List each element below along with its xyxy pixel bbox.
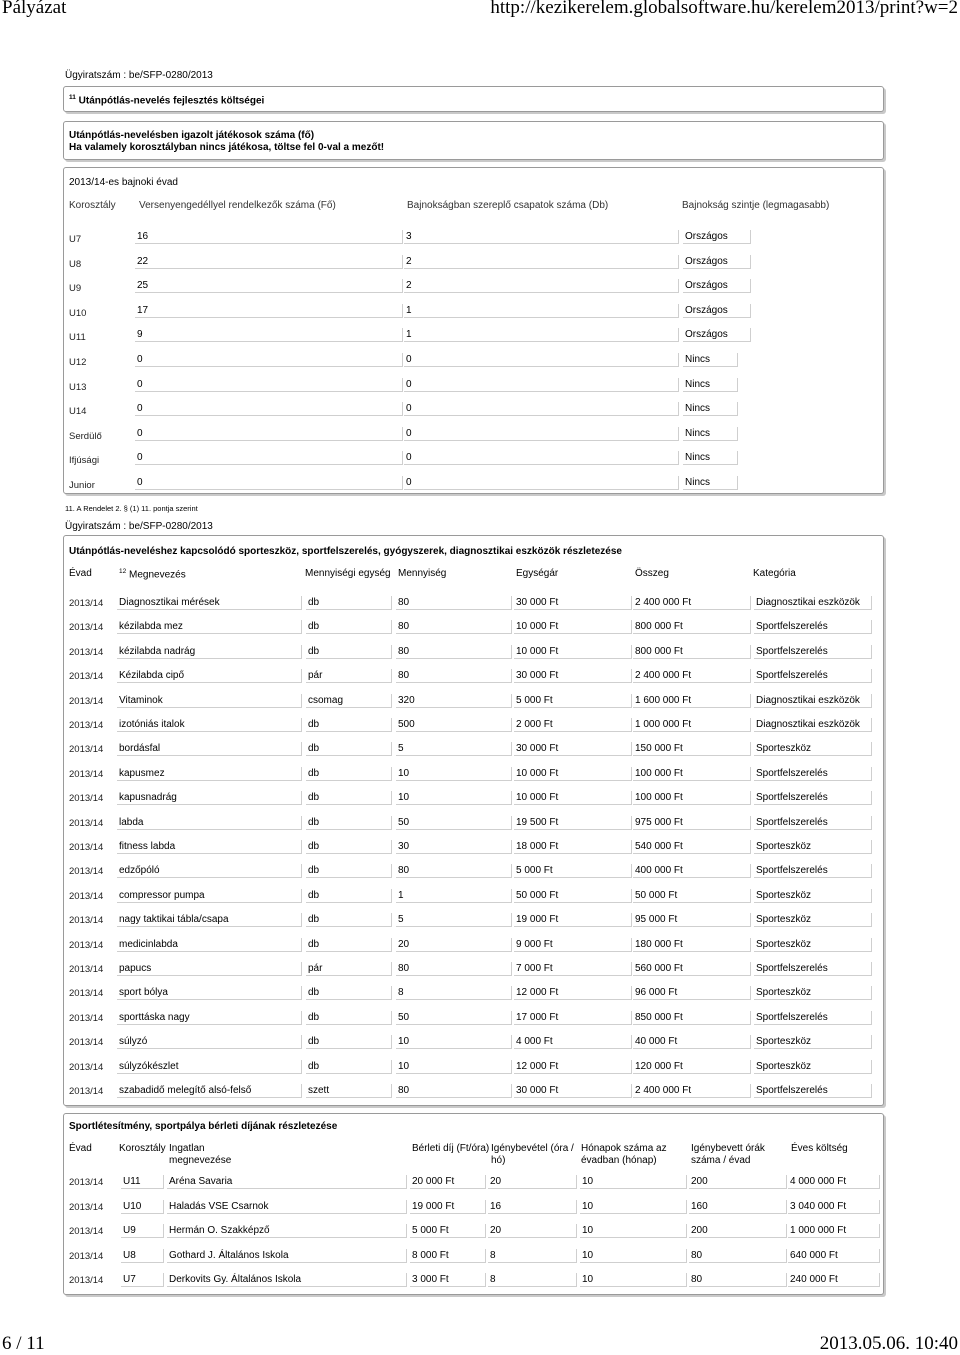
season-row-teams-field[interactable]: 2 <box>404 255 679 269</box>
rental-cost-field[interactable]: 4 000 000 Ft <box>788 1175 880 1189</box>
notice-line-1: Utánpótlás-nevelésben igazolt játékosok száma (fő) <box>69 130 315 141</box>
equipment-name-field[interactable]: bordásfal <box>117 742 302 756</box>
equipment-season: 2013/14 <box>69 720 104 731</box>
equipment-season: 2013/14 <box>69 842 104 853</box>
rental-header: Igénybevétel (óra / <box>491 1143 574 1154</box>
equipment-season: 2013/14 <box>69 671 104 683</box>
equipment-total-field[interactable]: 120 000 Ft <box>633 1060 751 1074</box>
equipment-season: 2013/14 <box>69 695 104 707</box>
footnote: 11. A Rendelet 2. § (1) 11. pontja szerint <box>65 504 198 513</box>
equipment-unit-price-field[interactable]: 18 000 Ft <box>514 840 632 854</box>
rental-months-field[interactable]: 10 <box>580 1175 687 1189</box>
equipment-category-field[interactable]: Sporteszköz <box>754 986 872 1000</box>
equipment-unit-field[interactable]: szett <box>306 1084 392 1098</box>
equipment-unit-field[interactable]: db <box>306 596 392 610</box>
equipment-name-field[interactable]: fitness labda <box>117 840 302 854</box>
season-row-teams-field[interactable]: 0 <box>404 378 679 392</box>
equipment-season: 2013/14 <box>69 646 104 658</box>
rental-hours-field[interactable]: 80 <box>689 1249 787 1263</box>
equipment-total-field[interactable]: 2 400 000 Ft <box>633 669 751 683</box>
equipment-qty-field[interactable]: 10 <box>396 791 512 805</box>
rental-header: megnevezése <box>169 1155 232 1166</box>
equipment-total-field[interactable]: 975 000 Ft <box>633 816 751 830</box>
equipment-unit-price-field[interactable]: 10 000 Ft <box>514 645 632 659</box>
season-row-age: U11 <box>69 332 86 344</box>
equipment-name-field[interactable]: compressor pumpa <box>117 889 302 903</box>
rental-header: hó) <box>491 1155 506 1166</box>
equipment-season: 2013/14 <box>69 598 104 609</box>
notice-box <box>63 121 884 160</box>
rental-cost-field[interactable]: 240 000 Ft <box>788 1273 880 1287</box>
equipment-header-category: Kategória <box>753 568 796 579</box>
equipment-unit-field[interactable]: db <box>306 938 392 952</box>
equipment-table-title: Utánpótlás-neveléshez kapcsolódó sporteszköz, sportfelszerelés, gyógyszerek, diagnosztikai eszközök részletezése <box>69 546 622 557</box>
equipment-category-field[interactable]: Sporteszköz <box>754 1060 872 1074</box>
equipment-total-field[interactable]: 96 000 Ft <box>633 986 751 1000</box>
equipment-name-field[interactable]: Vitaminok <box>117 694 302 708</box>
equipment-unit-price-field[interactable]: 19 000 Ft <box>514 913 632 927</box>
rental-header: Igénybevett órák <box>691 1143 765 1154</box>
equipment-qty-field[interactable]: 500 <box>396 718 512 732</box>
season-row-licensed-field[interactable]: 22 <box>135 255 403 269</box>
rental-age-field[interactable]: U8 <box>121 1249 164 1263</box>
equipment-unit-price-field[interactable]: 12 000 Ft <box>514 986 632 1000</box>
page-footer-page: 6 / 11 <box>2 1333 45 1354</box>
rental-months-field[interactable]: 10 <box>580 1224 687 1238</box>
season-row-teams-field[interactable]: 3 <box>404 230 679 244</box>
equipment-unit-price-field[interactable]: 5 000 Ft <box>514 694 632 708</box>
equipment-header-unit-price: Egységár <box>516 568 559 579</box>
equipment-season: 2013/14 <box>69 964 104 975</box>
equipment-unit-price-field[interactable]: 17 000 Ft <box>514 1011 632 1025</box>
equipment-table-box <box>63 535 884 1106</box>
season-header-level: Bajnokság szintje (legmagasabb) <box>682 200 830 211</box>
rental-season: 2013/14 <box>69 1250 104 1262</box>
season-row-teams-field[interactable]: 0 <box>404 427 679 441</box>
equipment-unit-field[interactable]: pár <box>306 962 392 976</box>
equipment-name-field[interactable]: medicinlabda <box>117 938 302 952</box>
equipment-name-field[interactable]: Kézilabda cipő <box>117 669 302 683</box>
equipment-category-field[interactable]: Sportfelszerelés <box>754 767 872 781</box>
season-row-licensed-field[interactable]: 0 <box>135 476 403 490</box>
equipment-season: 2013/14 <box>69 939 104 951</box>
equipment-total-field[interactable]: 800 000 Ft <box>633 620 751 634</box>
equipment-unit-price-field[interactable]: 4 000 Ft <box>514 1035 632 1049</box>
season-row-level-field[interactable]: Nincs <box>683 353 738 367</box>
equipment-season: 2013/14 <box>69 1037 104 1049</box>
equipment-total-field[interactable]: 400 000 Ft <box>633 864 751 878</box>
rental-age-field[interactable]: U11 <box>121 1175 164 1189</box>
equipment-qty-field[interactable]: 80 <box>396 864 512 878</box>
equipment-unit-price-field[interactable]: 7 000 Ft <box>514 962 632 976</box>
equipment-season: 2013/14 <box>69 768 104 780</box>
equipment-unit-field[interactable]: db <box>306 791 392 805</box>
equipment-qty-field[interactable]: 80 <box>396 620 512 634</box>
equipment-season: 2013/14 <box>69 744 104 756</box>
equipment-qty-field[interactable]: 320 <box>396 694 512 708</box>
equipment-unit-price-field[interactable]: 30 000 Ft <box>514 596 632 610</box>
rental-hours-field[interactable]: 200 <box>689 1175 787 1189</box>
equipment-name-field[interactable]: nagy taktikai tábla/csapa <box>117 913 302 927</box>
rental-usage-field[interactable]: 8 <box>488 1249 577 1263</box>
equipment-total-field[interactable]: 100 000 Ft <box>633 767 751 781</box>
season-row-teams-field[interactable]: 0 <box>404 402 679 416</box>
equipment-qty-field[interactable]: 10 <box>396 767 512 781</box>
rental-property-field[interactable]: Hermán O. Szakképző <box>167 1224 407 1238</box>
rental-header: száma / évad <box>691 1155 751 1166</box>
season-row-age: Junior <box>69 480 95 491</box>
season-row-age: U7 <box>69 234 82 245</box>
equipment-name-field[interactable]: kapusmez <box>117 767 302 781</box>
equipment-qty-field[interactable]: 80 <box>396 669 512 683</box>
rental-property-field[interactable]: Haladás VSE Csarnok <box>167 1200 407 1214</box>
equipment-unit-price-field[interactable]: 2 000 Ft <box>514 718 632 732</box>
equipment-category-field[interactable]: Sportfelszerelés <box>754 1084 872 1098</box>
rental-property-field[interactable]: Aréna Savaria <box>167 1175 407 1189</box>
rental-usage-field[interactable]: 20 <box>488 1224 577 1238</box>
section-title <box>69 94 264 106</box>
equipment-name-field[interactable]: izotóniás italok <box>117 718 302 732</box>
season-row-age: U8 <box>69 258 82 270</box>
equipment-category-field[interactable]: Sportfelszerelés <box>754 791 872 805</box>
page-header-title: Pályázat <box>2 0 67 18</box>
equipment-category-field[interactable]: Sportfelszerelés <box>754 1011 872 1025</box>
equipment-qty-field[interactable]: 5 <box>396 913 512 927</box>
season-row-level-field[interactable]: Országos <box>683 230 751 244</box>
equipment-category-field[interactable]: Diagnosztikai eszközök <box>754 694 872 708</box>
equipment-category-field[interactable]: Sportfelszerelés <box>754 669 872 683</box>
equipment-total-field[interactable]: 560 000 Ft <box>633 962 751 976</box>
equipment-name-field[interactable]: labda <box>117 816 302 830</box>
equipment-unit-price-field[interactable]: 10 000 Ft <box>514 767 632 781</box>
equipment-unit-price-field[interactable]: 10 000 Ft <box>514 620 632 634</box>
rental-header: Ingatlan <box>169 1143 205 1154</box>
equipment-season: 2013/14 <box>69 817 104 829</box>
equipment-qty-field[interactable]: 50 <box>396 1011 512 1025</box>
rental-season: 2013/14 <box>69 1275 104 1286</box>
season-row-level-field[interactable]: Országos <box>683 279 751 293</box>
equipment-total-field[interactable]: 540 000 Ft <box>633 840 751 854</box>
season-row-age: Ifjúsági <box>69 455 100 467</box>
rental-fee-field[interactable]: 20 000 Ft <box>410 1175 486 1189</box>
season-row-licensed-field[interactable]: 0 <box>135 378 403 392</box>
rental-fee-field[interactable]: 3 000 Ft <box>410 1273 486 1287</box>
season-row-licensed-field[interactable]: 0 <box>135 402 403 416</box>
equipment-qty-field[interactable]: 50 <box>396 816 512 830</box>
season-row-teams-field[interactable]: 1 <box>404 328 679 342</box>
equipment-header-qty: Mennyiség <box>398 568 447 579</box>
equipment-category-field[interactable]: Sporteszköz <box>754 889 872 903</box>
equipment-total-field[interactable]: 2 400 000 Ft <box>633 1084 751 1098</box>
equipment-qty-field[interactable]: 80 <box>396 1084 512 1098</box>
equipment-name-field[interactable]: kézilabda nadrág <box>117 645 302 659</box>
notice-line-2: Ha valamely korosztályban nincs játékosa, töltse fel 0-val a mezőt! <box>69 142 385 153</box>
season-row-age: U13 <box>69 381 87 393</box>
season-row-licensed-field[interactable]: 9 <box>135 328 403 342</box>
equipment-unit-field[interactable]: db <box>306 913 392 927</box>
rental-season: 2013/14 <box>69 1177 104 1188</box>
equipment-unit-field[interactable]: db <box>306 889 392 903</box>
equipment-unit-price-field[interactable]: 5 000 Ft <box>514 864 632 878</box>
equipment-name-field[interactable]: szabadidő melegítő alsó-felső <box>117 1084 302 1098</box>
rental-age-field[interactable]: U9 <box>121 1224 164 1238</box>
equipment-qty-field[interactable]: 30 <box>396 840 512 854</box>
equipment-total-field[interactable]: 180 000 Ft <box>633 938 751 952</box>
rental-fee-field[interactable]: 8 000 Ft <box>410 1249 486 1263</box>
section-title-sup: 11 <box>69 94 76 101</box>
season-row-level-field[interactable]: Nincs <box>683 378 738 392</box>
equipment-name-field[interactable]: edzőpóló <box>117 864 302 878</box>
equipment-unit-price-field[interactable]: 30 000 Ft <box>514 742 632 756</box>
page-header-url[interactable]: http://kezikerelem.globalsoftware.hu/kerelem2013/print?w=2 <box>490 0 958 18</box>
equipment-unit-price-field[interactable]: 19 500 Ft <box>514 816 632 830</box>
doc-id-top: Ügyiratszám : be/SFP-0280/2013 <box>65 70 213 81</box>
rental-header: Évad <box>69 1143 92 1154</box>
season-row-licensed-field[interactable]: 25 <box>135 279 403 293</box>
equipment-category-field[interactable]: Sporteszköz <box>754 1035 872 1049</box>
section-title-box <box>63 86 884 112</box>
rental-months-field[interactable]: 10 <box>580 1249 687 1263</box>
equipment-qty-field[interactable]: 80 <box>396 645 512 659</box>
rental-season: 2013/14 <box>69 1226 104 1237</box>
rental-table-title: Sportlétesítmény, sportpálya bérleti díjának részletezése <box>69 1121 338 1132</box>
equipment-qty-field[interactable]: 80 <box>396 962 512 976</box>
equipment-unit-field[interactable]: pár <box>306 669 392 683</box>
rental-usage-field[interactable]: 20 <box>488 1175 577 1189</box>
page-footer-date: 2013.05.06. 10:40 <box>819 1333 958 1354</box>
section-title-text: Utánpótlás-nevelés fejlesztés költségei <box>78 95 265 107</box>
season-row-level-field[interactable]: Országos <box>683 328 751 342</box>
equipment-season: 2013/14 <box>69 1061 104 1073</box>
season-row-level-field[interactable]: Országos <box>683 255 751 269</box>
rental-season: 2013/14 <box>69 1201 104 1213</box>
equipment-name-field[interactable]: papucs <box>117 962 302 976</box>
equipment-name-field[interactable]: kapusnadrág <box>117 791 302 805</box>
season-row-licensed-field[interactable]: 16 <box>135 230 403 244</box>
rental-fee-field[interactable]: 19 000 Ft <box>410 1200 486 1214</box>
equipment-unit-price-field[interactable]: 50 000 Ft <box>514 889 632 903</box>
equipment-unit-field[interactable]: db <box>306 645 392 659</box>
season-row-level-field[interactable]: Nincs <box>683 476 738 490</box>
rental-hours-field[interactable]: 200 <box>689 1224 787 1238</box>
rental-header: évadban (hónap) <box>581 1155 657 1166</box>
season-row-licensed-field[interactable]: 17 <box>135 304 403 318</box>
rental-header: Korosztály <box>119 1143 166 1154</box>
equipment-qty-field[interactable]: 80 <box>396 596 512 610</box>
equipment-unit-field[interactable]: db <box>306 620 392 634</box>
equipment-header-season: Évad <box>69 568 92 579</box>
equipment-total-field[interactable]: 1 600 000 Ft <box>633 694 751 708</box>
equipment-total-field[interactable]: 95 000 Ft <box>633 913 751 927</box>
equipment-qty-field[interactable]: 8 <box>396 986 512 1000</box>
equipment-category-field[interactable]: Sporteszköz <box>754 913 872 927</box>
rental-cost-field[interactable]: 640 000 Ft <box>788 1249 880 1263</box>
rental-header: Éves költség <box>791 1143 848 1154</box>
equipment-name-field[interactable]: sport bólya <box>117 986 302 1000</box>
rental-age-field[interactable]: U7 <box>121 1273 164 1287</box>
equipment-total-field[interactable]: 800 000 Ft <box>633 645 751 659</box>
rental-property-field[interactable]: Gothard J. Általános Iskola <box>167 1249 407 1263</box>
equipment-category-field[interactable]: Sporteszköz <box>754 938 872 952</box>
equipment-season: 2013/14 <box>69 915 104 927</box>
equipment-category-field[interactable]: Sportfelszerelés <box>754 816 872 830</box>
equipment-unit-field[interactable]: db <box>306 718 392 732</box>
equipment-unit-price-field[interactable]: 30 000 Ft <box>514 1084 632 1098</box>
season-row-level-field[interactable]: Országos <box>683 304 751 318</box>
equipment-total-field[interactable]: 40 000 Ft <box>633 1035 751 1049</box>
season-header-licensed: Versenyengedéllyel rendelkezők száma (Fő) <box>139 200 336 211</box>
equipment-unit-field[interactable]: db <box>306 1060 392 1074</box>
season-row-age: U14 <box>69 406 87 418</box>
equipment-unit-field[interactable]: db <box>306 986 392 1000</box>
equipment-unit-field[interactable]: db <box>306 767 392 781</box>
equipment-header-unit: Mennyiségi egység <box>305 568 391 579</box>
equipment-unit-price-field[interactable]: 12 000 Ft <box>514 1060 632 1074</box>
season-row-teams-field[interactable]: 0 <box>404 353 679 367</box>
equipment-name-field[interactable]: Diagnosztikai mérések <box>117 596 302 610</box>
equipment-header-sup: 12 <box>119 568 127 575</box>
equipment-category-field[interactable]: Diagnosztikai eszközök <box>754 718 872 732</box>
season-header-age: Korosztály <box>69 200 116 211</box>
equipment-unit-field[interactable]: db <box>306 816 392 830</box>
rental-usage-field[interactable]: 16 <box>488 1200 577 1214</box>
equipment-category-field[interactable]: Sporteszköz <box>754 840 872 854</box>
season-row-teams-field[interactable]: 1 <box>404 304 679 318</box>
equipment-season: 2013/14 <box>69 1086 104 1097</box>
rental-header: Hónapok száma az <box>581 1143 667 1154</box>
rental-header: Bérleti díj (Ft/óra) <box>412 1143 490 1154</box>
season-row-teams-field[interactable]: 0 <box>404 451 679 465</box>
equipment-category-field[interactable]: Sportfelszerelés <box>754 645 872 659</box>
season-row-age: Serdülő <box>69 430 102 442</box>
equipment-unit-price-field[interactable]: 10 000 Ft <box>514 791 632 805</box>
rental-property-field[interactable]: Derkovits Gy. Általános Iskola <box>167 1273 407 1287</box>
rental-hours-field[interactable]: 80 <box>689 1273 787 1287</box>
equipment-name-field[interactable]: súlyzókészlet <box>117 1060 302 1074</box>
equipment-header-total: Összeg <box>635 568 669 579</box>
equipment-category-field[interactable]: Diagnosztikai eszközök <box>754 596 872 610</box>
equipment-category-field[interactable]: Sportfelszerelés <box>754 620 872 634</box>
rental-months-field[interactable]: 10 <box>580 1200 687 1214</box>
equipment-header-name-text: Megnevezés <box>129 569 186 581</box>
season-table-title: 2013/14-es bajnoki évad <box>69 177 178 188</box>
equipment-total-field[interactable]: 1 000 000 Ft <box>633 718 751 732</box>
rental-age-field[interactable]: U10 <box>121 1200 164 1214</box>
season-row-licensed-field[interactable]: 0 <box>135 451 403 465</box>
equipment-unit-field[interactable]: db <box>306 864 392 878</box>
equipment-qty-field[interactable]: 10 <box>396 1060 512 1074</box>
season-row-licensed-field[interactable]: 0 <box>135 353 403 367</box>
equipment-qty-field[interactable]: 5 <box>396 742 512 756</box>
doc-id-bottom: Ügyiratszám : be/SFP-0280/2013 <box>65 521 213 532</box>
equipment-qty-field[interactable]: 1 <box>396 889 512 903</box>
equipment-season: 2013/14 <box>69 866 104 878</box>
equipment-qty-field[interactable]: 20 <box>396 938 512 952</box>
equipment-name-field[interactable]: súlyzó <box>117 1035 302 1049</box>
equipment-total-field[interactable]: 2 400 000 Ft <box>633 596 751 610</box>
season-header-teams: Bajnokságban szereplő csapatok száma (Db) <box>407 200 609 211</box>
equipment-unit-field[interactable]: csomag <box>306 694 392 708</box>
season-table-box <box>63 167 884 494</box>
equipment-season: 2013/14 <box>69 890 104 902</box>
equipment-category-field[interactable]: Sportfelszerelés <box>754 962 872 976</box>
equipment-unit-field[interactable]: db <box>306 840 392 854</box>
equipment-total-field[interactable]: 850 000 Ft <box>633 1011 751 1025</box>
season-row-age: U10 <box>69 307 87 319</box>
equipment-unit-field[interactable]: db <box>306 742 392 756</box>
equipment-unit-field[interactable]: db <box>306 1011 392 1025</box>
season-row-age: U9 <box>69 283 82 295</box>
equipment-season: 2013/14 <box>69 793 104 805</box>
season-row-level-field[interactable]: Nincs <box>683 451 738 465</box>
season-row-level-field[interactable]: Nincs <box>683 402 738 416</box>
equipment-total-field[interactable]: 150 000 Ft <box>633 742 751 756</box>
equipment-unit-price-field[interactable]: 30 000 Ft <box>514 669 632 683</box>
equipment-name-field[interactable]: sporttáska nagy <box>117 1011 302 1025</box>
equipment-season: 2013/14 <box>69 1012 104 1024</box>
equipment-unit-price-field[interactable]: 9 000 Ft <box>514 938 632 952</box>
equipment-header-name <box>119 568 186 580</box>
rental-usage-field[interactable]: 8 <box>488 1273 577 1287</box>
equipment-name-field[interactable]: kézilabda mez <box>117 620 302 634</box>
season-row-level-field[interactable]: Nincs <box>683 427 738 441</box>
season-row-teams-field[interactable]: 0 <box>404 476 679 490</box>
equipment-qty-field[interactable]: 10 <box>396 1035 512 1049</box>
rental-cost-field[interactable]: 1 000 000 Ft <box>788 1224 880 1238</box>
season-row-age: U12 <box>69 357 87 368</box>
equipment-category-field[interactable]: Sporteszköz <box>754 742 872 756</box>
rental-months-field[interactable]: 10 <box>580 1273 687 1287</box>
equipment-total-field[interactable]: 50 000 Ft <box>633 889 751 903</box>
season-row-licensed-field[interactable]: 0 <box>135 427 403 441</box>
rental-fee-field[interactable]: 5 000 Ft <box>410 1224 486 1238</box>
equipment-season: 2013/14 <box>69 622 104 634</box>
season-row-teams-field[interactable]: 2 <box>404 279 679 293</box>
equipment-season: 2013/14 <box>69 988 104 1000</box>
rental-table-box <box>63 1113 884 1295</box>
rental-hours-field[interactable]: 160 <box>689 1200 787 1214</box>
equipment-category-field[interactable]: Sportfelszerelés <box>754 864 872 878</box>
equipment-unit-field[interactable]: db <box>306 1035 392 1049</box>
equipment-total-field[interactable]: 100 000 Ft <box>633 791 751 805</box>
rental-cost-field[interactable]: 3 040 000 Ft <box>788 1200 880 1214</box>
